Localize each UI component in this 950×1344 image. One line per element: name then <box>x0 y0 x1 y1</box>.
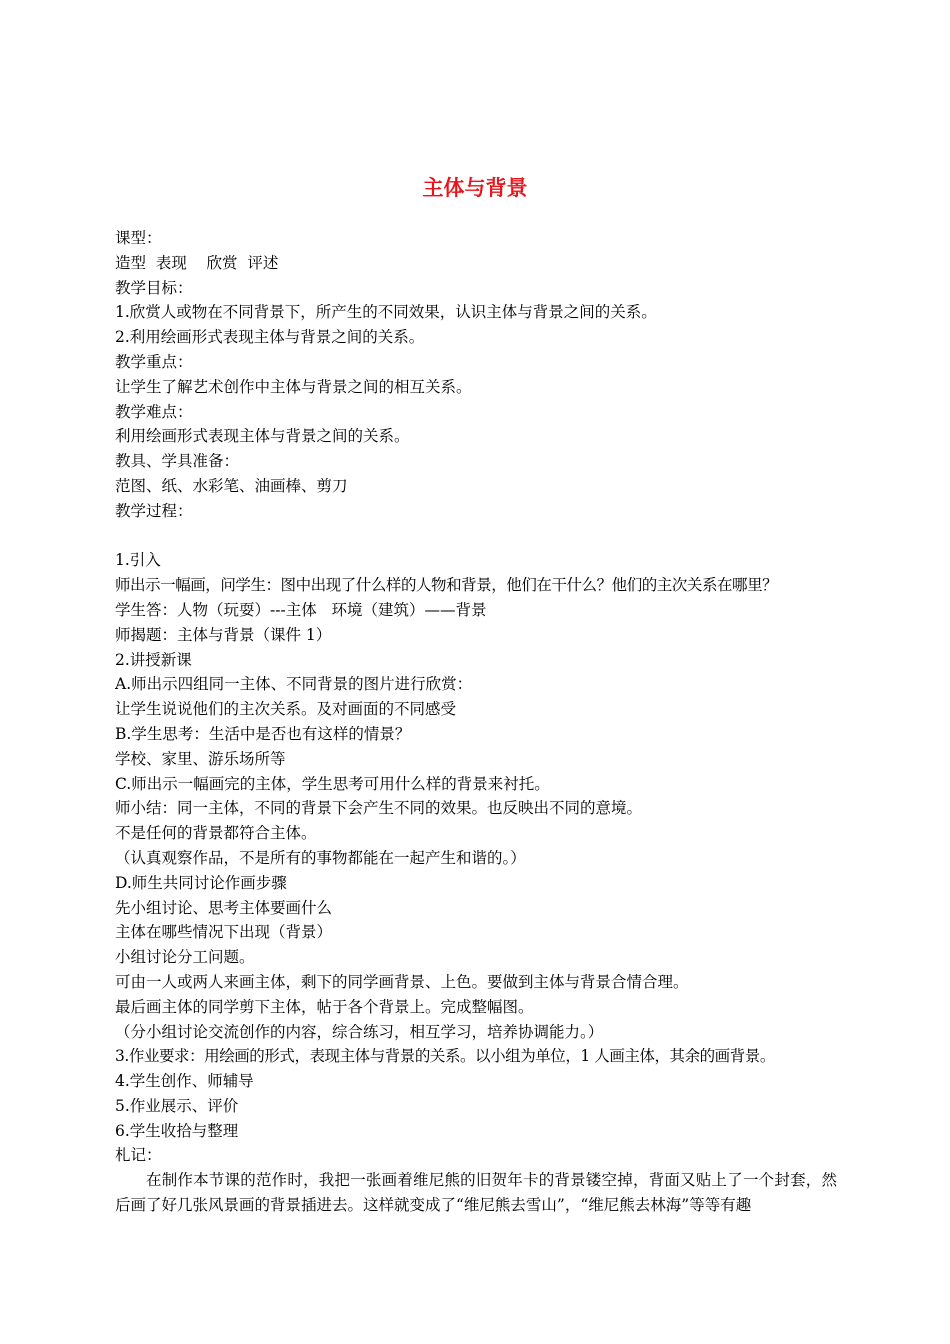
text-line: 让学生说说他们的主次关系。及对画面的不同感受 <box>115 700 457 719</box>
text-line: 小组讨论分工问题。 <box>115 948 255 967</box>
text-line: 不是任何的背景都符合主体。 <box>115 824 317 843</box>
text-line: （分小组讨论交流创作的内容，综合练习，相互学习，培养协调能力。） <box>115 1022 604 1041</box>
document-title: 主体与背景 <box>422 176 528 200</box>
text-line: 教学难点： <box>115 402 193 421</box>
text-line: 利用绘画形式表现主体与背景之间的关系。 <box>115 427 410 446</box>
document-body <box>115 226 837 1218</box>
text-line: A.师出示四组同一主体、不同背景的图片进行欣赏： <box>115 675 473 694</box>
text-line: （认真观察作品，不是所有的事物都能在一起产生和谐的。） <box>115 848 526 867</box>
text-line: 主体在哪些情况下出现（背景） <box>115 923 333 942</box>
text-line: D.师生共同讨论作画步骤 <box>115 873 287 892</box>
text-line: 2.讲授新课 <box>115 650 192 669</box>
closing-paragraph: 在制作本节课的范作时，我把一张画着维尼熊的旧贺年卡的背景镂空掉，背面又贴上了一个封套，然后画了好几张风景画的背景插进去。这样就变成了“维尼熊去雪山”，“维尼熊去林海”等等有趣 <box>115 1171 837 1215</box>
text-line: 学校、家里、游乐场所等 <box>115 749 286 768</box>
text-line: 最后画主体的同学剪下主体，帖于各个背景上。完成整幅图。 <box>115 997 534 1016</box>
text-line: 可由一人或两人来画主体，剩下的同学画背景、上色。要做到主体与背景合情合理。 <box>115 972 689 991</box>
text-line: 6.学生收拾与整理 <box>115 1121 239 1140</box>
text-line: 教学过程： <box>115 501 193 520</box>
text-line: 教学重点： <box>115 352 193 371</box>
text-line: 师出示一幅画，问学生：图中出现了什么样的人物和背景，他们在干什么？他们的主次关系在哪里？ <box>115 576 778 595</box>
text-line: 学生答：人物（玩耍）---主体 环境（建筑）——背景 <box>115 600 487 619</box>
text-line: 4.学生创作、师辅导 <box>115 1072 254 1091</box>
text-line: 让学生了解艺术创作中主体与背景之间的相互关系。 <box>115 377 472 396</box>
text-line: 造型 表现 欣赏 评述 <box>115 253 279 272</box>
text-line: 范图、纸、水彩笔、油画棒、剪刀 <box>115 476 348 495</box>
text-line: 5.作业展示、评价 <box>115 1096 239 1115</box>
text-line: 教学目标： <box>115 278 193 297</box>
text-line: 2.利用绘画形式表现主体与背景之间的关系。 <box>115 328 425 347</box>
text-line: 教具、学具准备： <box>115 452 240 471</box>
blank-line <box>115 524 837 549</box>
text-line: 札记： <box>115 1146 162 1165</box>
text-line: 3.作业要求：用绘画的形式，表现主体与背景的关系。以小组为单位，1 人画主体，其余的画背景。 <box>115 1047 775 1066</box>
text-line: 师小结：同一主体，不同的背景下会产生不同的效果。也反映出不同的意境。 <box>115 799 643 818</box>
text-line: 课型： <box>115 229 162 247</box>
text-line: 1.欣赏人或物在不同背景下，所产生的不同效果，认识主体与背景之间的关系。 <box>115 303 657 322</box>
text-line: B.学生思考：生活中是否也有这样的情景？ <box>115 724 411 743</box>
text-line: 先小组讨论、思考主体要画什么 <box>115 898 333 917</box>
text-line: 师揭题：主体与背景（课件 1） <box>115 625 332 644</box>
text-line: C.师出示一幅画完的主体，学生思考可用什么样的背景来衬托。 <box>115 774 550 793</box>
text-line: 1.引入 <box>115 551 161 570</box>
